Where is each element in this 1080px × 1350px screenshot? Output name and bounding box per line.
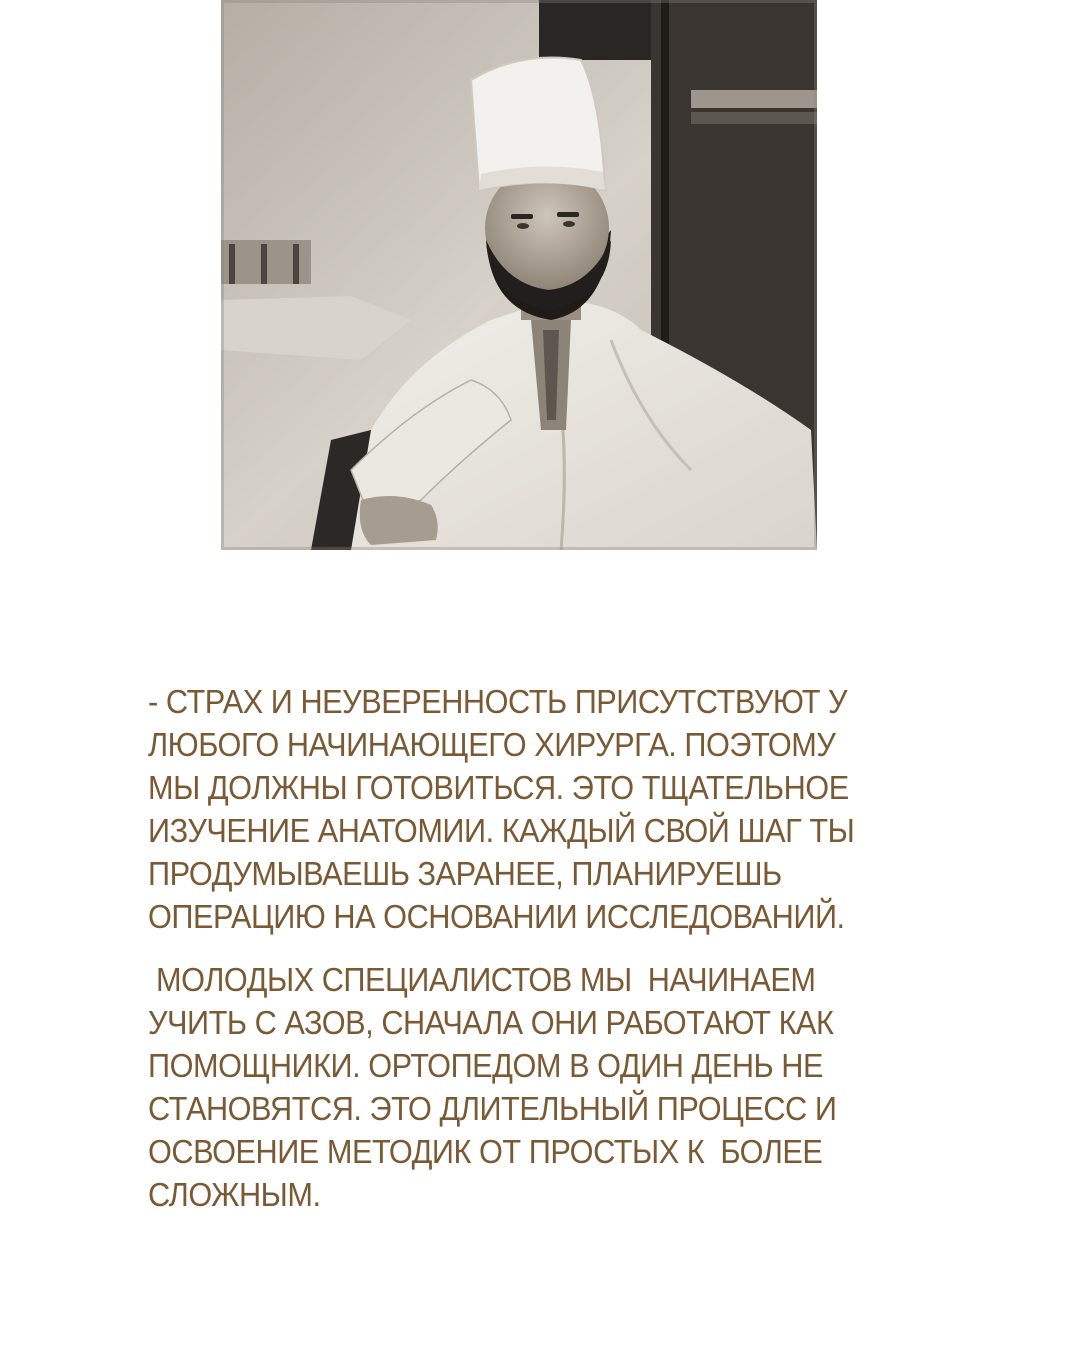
quote-line: ПРОДУМЫВАЕШЬ ЗАРАНЕЕ, ПЛАНИРУЕШЬ [148,855,782,892]
quote-line: ОПЕРАЦИЮ НА ОСНОВАНИИ ИССЛЕДОВАНИЙ. [148,898,845,935]
quote-line: СЛОЖНЫМ. [148,1176,321,1213]
quote-line: УЧИТЬ С АЗОВ, СНАЧАЛА ОНИ РАБОТАЮТ КАК [148,1004,834,1041]
quote-line: СТАНОВЯТСЯ. ЭТО ДЛИТЕЛЬНЫЙ ПРОЦЕСС И [148,1090,837,1127]
portrait-photo [221,0,817,550]
quote-line: МЫ ДОЛЖНЫ ГОТОВИТЬСЯ. ЭТО ТЩАТЕЛЬНОЕ [148,769,849,806]
quote-paragraph-2 [148,958,911,1216]
quote-line: ИЗУЧЕНИЕ АНАТОМИИ. КАЖДЫЙ СВОЙ ШАГ ТЫ [148,812,855,849]
quote-line: МОЛОДЫХ СПЕЦИАЛИСТОВ МЫ НАЧИНАЕМ [148,961,816,998]
quote-line: ОСВОЕНИЕ МЕТОДИК ОТ ПРОСТЫХ К БОЛЕЕ [148,1133,823,1170]
quote-paragraph-1 [148,680,911,938]
quote-line: - СТРАХ И НЕУВЕРЕННОСТЬ ПРИСУТСТВУЮТ У [148,683,848,720]
quote-line: ЛЮБОГО НАЧИНАЮЩЕГО ХИРУРГА. ПОЭТОМУ [148,726,836,763]
quote-line: ПОМОЩНИКИ. ОРТОПЕДОМ В ОДИН ДЕНЬ НЕ [148,1047,824,1084]
portrait-illustration [221,0,817,550]
